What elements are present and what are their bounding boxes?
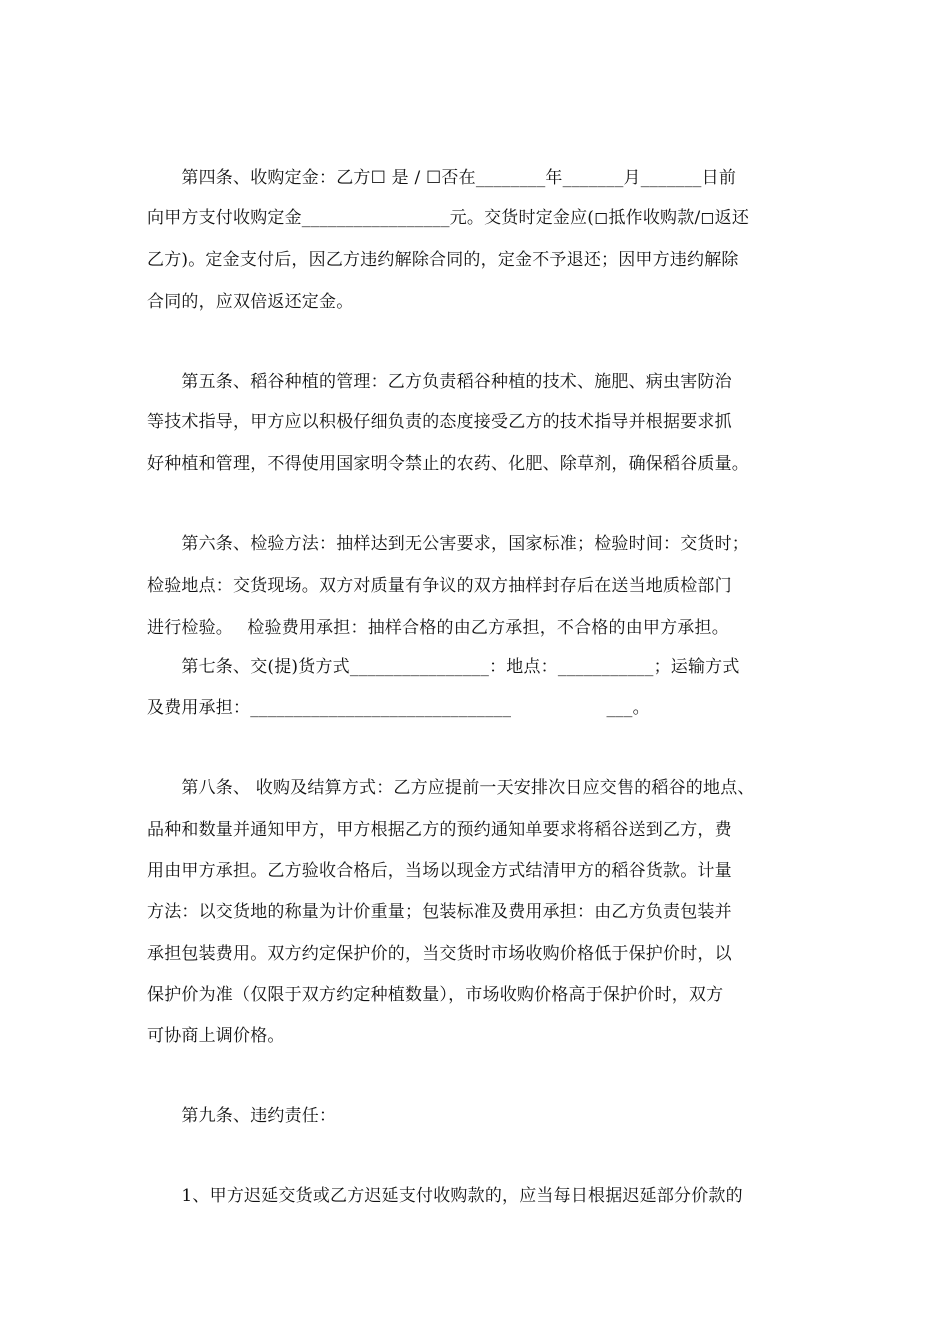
article-4-line-4: 合同的，应双倍返还定金。 [147,292,354,312]
article-8-line-1: 第八条、 收购及结算方式：乙方应提前一天安排次日应交售的稻谷的地点、 [147,778,755,798]
article-9-item-1: 1、甲方迟延交货或乙方迟延支付收购款的，应当每日根据迟延部分价款的 [147,1186,743,1206]
article-8-line-6: 保护价为准（仅限于双方约定种植数量），市场收购价格高于保护价时，双方 [147,985,724,1005]
article-5-line-3: 好种植和管理，不得使用国家明令禁止的农药、化肥、除草剂，确保稻谷质量。 [147,454,749,474]
article-7-line-2: 及费用承担：______________________________ ___。 [147,698,650,718]
article-4-line-1: 第四条、收购定金：乙方☐ 是 / ☐否在________年_______月_______日前 [147,168,737,188]
article-5-line-2: 等技术指导，甲方应以积极仔细负责的态度接受乙方的技术指导并根据要求抓 [147,412,732,432]
article-8-line-3: 用由甲方承担。乙方验收合格后，当场以现金方式结清甲方的稻谷货款。计量 [147,861,732,881]
article-8-line-7: 可协商上调价格。 [147,1026,285,1046]
article-8-line-5: 承担包装费用。双方约定保护价的，当交货时市场收购价格低于保护价时，以 [147,944,732,964]
article-8-line-4: 方法：以交货地的称量为计价重量；包装标准及费用承担：由乙方负责包装并 [147,902,732,922]
article-6-line-1: 第六条、检验方法：抽样达到无公害要求，国家标准；检验时间：交货时； [147,534,749,554]
article-9-title: 第九条、违约责任： [147,1106,337,1126]
article-6-line-2: 检验地点：交货现场。双方对质量有争议的双方抽样封存后在送当地质检部门 [147,576,732,596]
article-7-line-1: 第七条、交(提)货方式________________：地点：___________；运输方式 [147,657,740,677]
article-4-line-3: 乙方)。定金支付后，因乙方违约解除合同的，定金不予退还；因甲方违约解除 [147,250,739,270]
article-5-line-1: 第五条、稻谷种植的管理：乙方负责稻谷种植的技术、施肥、病虫害防治 [147,372,732,392]
article-8-line-2: 品种和数量并通知甲方，甲方根据乙方的预约通知单要求将稻谷送到乙方，费 [147,820,732,840]
article-4-line-2: 向甲方支付收购定金_________________元。交货时定金应(◻抵作收购款/◻返还 [147,208,750,228]
article-6-line-3: 进行检验。 检验费用承担：抽样合格的由乙方承担，不合格的由甲方承担。 [147,618,729,638]
